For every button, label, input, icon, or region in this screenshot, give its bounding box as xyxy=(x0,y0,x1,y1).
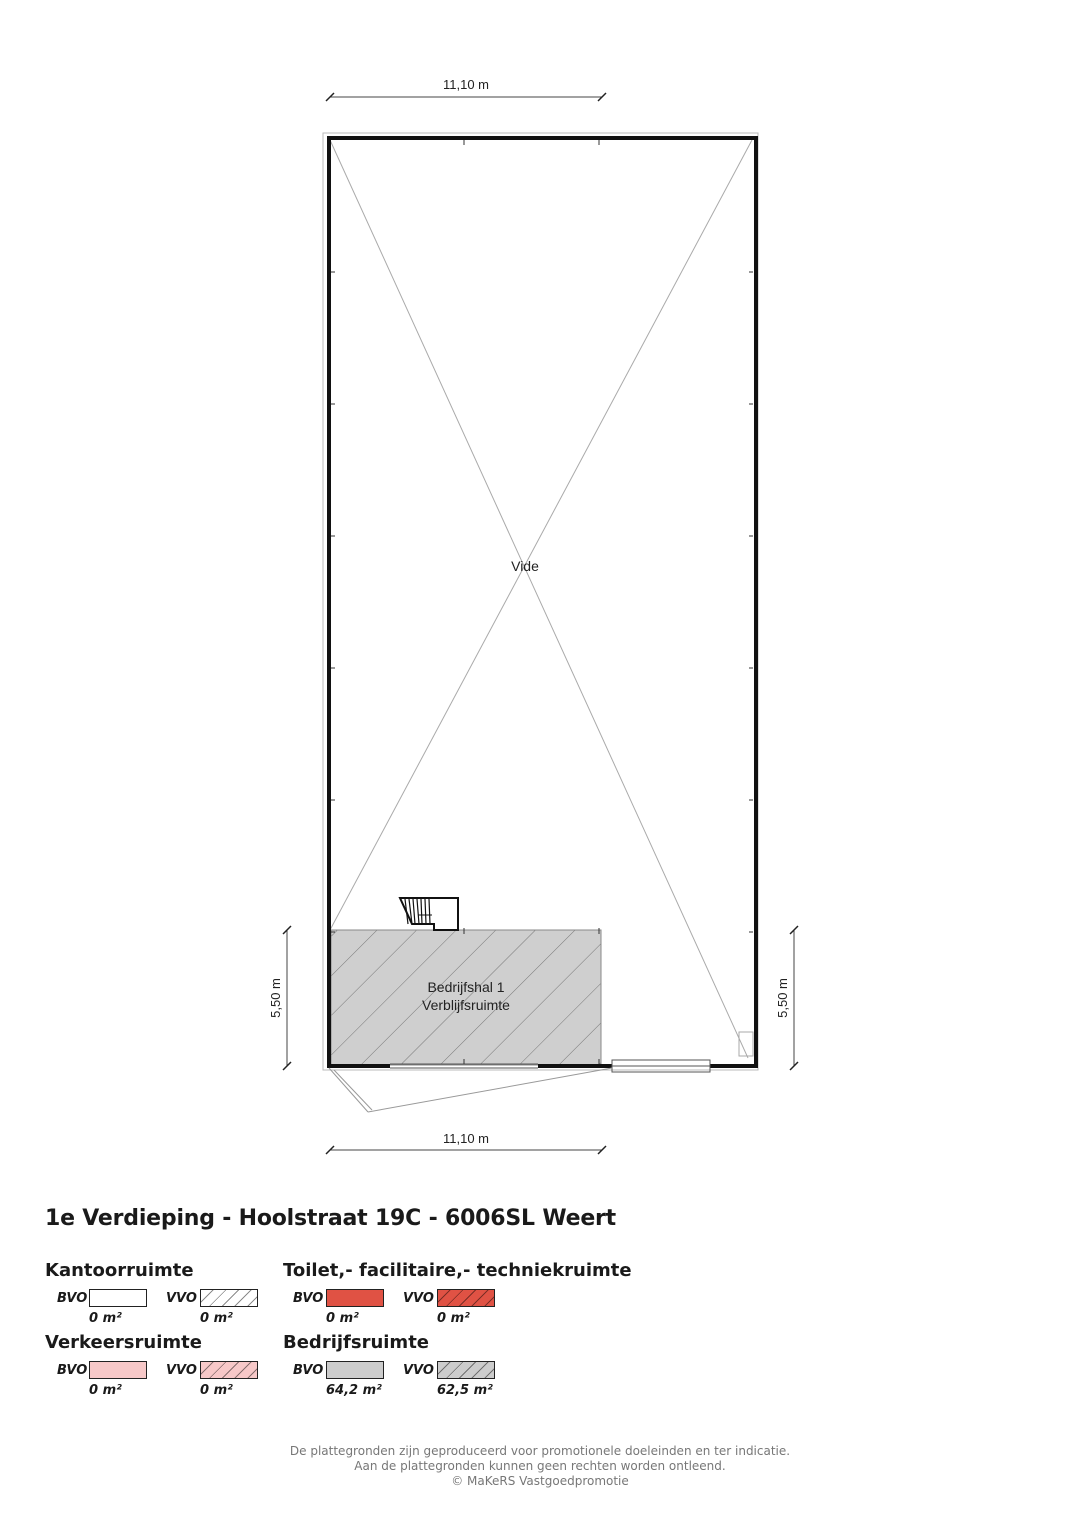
vvo-value: 0 m² xyxy=(437,1311,470,1326)
bvo-swatch xyxy=(89,1361,147,1379)
legend-category-title: Verkeersruimte xyxy=(45,1332,202,1353)
bvo-value: 0 m² xyxy=(326,1311,359,1326)
disclaimer-line-2: Aan de plattegronden kunnen geen rechten worden ontleend. xyxy=(354,1459,726,1473)
vvo-label: VVO xyxy=(403,1291,434,1306)
legend-category-title: Toilet,- facilitaire,- techniekruimte xyxy=(283,1260,632,1281)
door-swing xyxy=(329,1068,612,1112)
right-dimension-label: 5,50 m xyxy=(775,978,790,1018)
vvo-swatch xyxy=(200,1361,258,1379)
right-dimension-line xyxy=(790,926,798,1070)
copyright-line: © MaKeRS Vastgoedpromotie xyxy=(451,1474,629,1488)
bvo-swatch xyxy=(326,1289,384,1307)
bvo-label: BVO xyxy=(293,1291,324,1306)
staircase xyxy=(400,898,458,930)
vvo-label: VVO xyxy=(403,1363,434,1378)
bvo-label: BVO xyxy=(57,1291,88,1306)
top-dimension-line xyxy=(326,93,606,101)
legend-category-title: Kantoorruimte xyxy=(45,1260,194,1281)
vvo-swatch xyxy=(437,1361,495,1379)
wall-ticks xyxy=(331,140,753,1064)
legend-category-title: Bedrijfsruimte xyxy=(283,1332,430,1353)
bvo-value: 0 m² xyxy=(89,1383,122,1398)
vvo-swatch xyxy=(200,1289,258,1307)
disclaimer-footer xyxy=(0,1444,1080,1489)
bottom-dimension-label: 11,10 m xyxy=(442,1131,490,1146)
vvo-label: VVO xyxy=(166,1291,197,1306)
page-title: 1e Verdieping - Hoolstraat 19C - 6006SL Weert xyxy=(45,1206,617,1231)
void-cross xyxy=(330,140,752,1058)
room-name-label: Bedrijfshal 1 xyxy=(427,979,505,995)
vvo-value: 0 m² xyxy=(200,1383,233,1398)
bvo-label: BVO xyxy=(293,1363,324,1378)
vvo-swatch xyxy=(437,1289,495,1307)
bottom-dimension-line xyxy=(326,1146,606,1154)
bvo-value: 64,2 m² xyxy=(326,1383,382,1398)
bvo-label: BVO xyxy=(57,1363,88,1378)
top-dimension-label: 11,10 m xyxy=(442,77,490,92)
disclaimer-line-1: De plattegronden zijn geproduceerd voor promotionele doeleinden en ter indicatie. xyxy=(289,1444,791,1458)
vvo-value: 62,5 m² xyxy=(437,1383,493,1398)
void-label: Vide xyxy=(511,558,539,574)
bvo-swatch xyxy=(89,1289,147,1307)
bvo-swatch xyxy=(326,1361,384,1379)
vvo-label: VVO xyxy=(166,1363,197,1378)
left-dimension-label: 5,50 m xyxy=(268,978,283,1018)
left-dimension-line xyxy=(283,926,291,1070)
room-type-label: Verblijfsruimte xyxy=(422,997,510,1013)
vvo-value: 0 m² xyxy=(200,1311,233,1326)
bvo-value: 0 m² xyxy=(89,1311,122,1326)
